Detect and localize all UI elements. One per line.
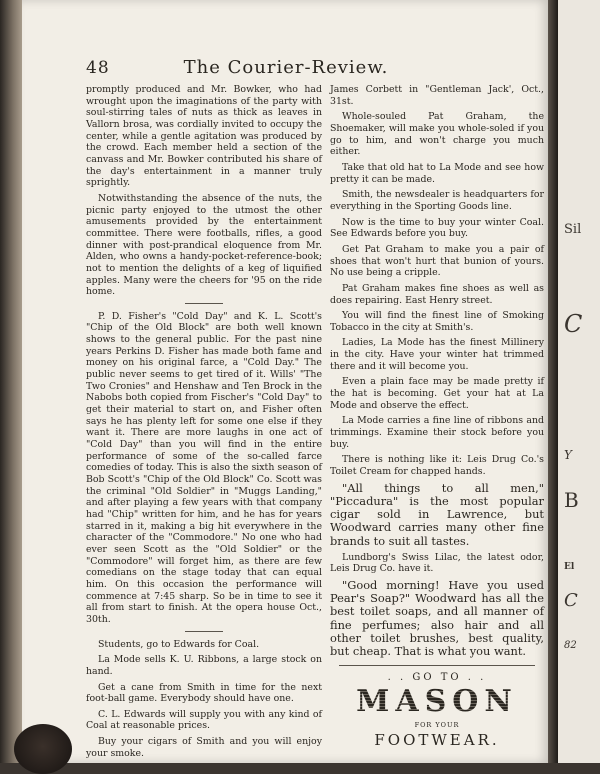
page-gutter bbox=[548, 0, 558, 763]
page-number: 48 bbox=[86, 58, 110, 78]
adjacent-page-fragment: C bbox=[564, 590, 578, 611]
adjacent-page-fragment: 82 bbox=[564, 640, 577, 651]
ad-for-your: FOR YOUR bbox=[414, 720, 460, 729]
right-column bbox=[330, 84, 544, 749]
paragraph: La Mode sells K. U. Ribbons, a large stock on hand. bbox=[86, 654, 322, 677]
paragraph: Get a cane from Smith in time for the next foot-ball game. Everybody should have one. bbox=[86, 681, 322, 705]
paragraph: Buy your cigars of Smith and you will enjoy your smoke. bbox=[86, 736, 322, 759]
paragraph: Pat Graham makes fine shoes as well as does repairing. East Henry street. bbox=[330, 282, 544, 306]
adjacent-page-fragment: Y bbox=[564, 448, 572, 462]
running-title: The Courier-Review. bbox=[183, 57, 389, 78]
paragraph: Smith, the newsdealer is headquarters for everything in the Sporting Goods line. bbox=[330, 189, 544, 212]
paragraph: Ladies, La Mode has the finest Millinery in the city. Have your winter hat trimmed there and it will become you. bbox=[330, 337, 544, 372]
book-spine-edge bbox=[0, 0, 22, 763]
ad-footwear: FOOTWEAR. bbox=[374, 730, 500, 749]
paragraph: La Mode carries a fine line of ribbons and trimmings. Examine their stock before you buy. bbox=[330, 415, 544, 450]
paragraph: C. L. Edwards will supply you with any kind of Coal at reasonable prices. bbox=[86, 708, 322, 732]
mason-advertisement bbox=[330, 672, 544, 749]
adjacent-page-fragment: B bbox=[564, 488, 579, 512]
paragraph: Notwithstanding the absence of the nuts, the picnic party enjoyed to the utmost the other amusements provided by the entertainment committee. There were footballs, rifles, a good dinner with post-prandical eloquence from Mr. Alden, who owns a handy-pocket-reference-book; not to mention the delights of a keg of liquified apples. Many were the cheers for '95 on the ride home. bbox=[86, 192, 322, 298]
paragraph: Get Pat Graham to make you a pair of shoes that won't hurt that bunion of yours. No use being a cripple. bbox=[330, 243, 544, 279]
paragraph: Lundborg's Swiss Lilac, the latest odor, Leis Drug Co. have it. bbox=[330, 551, 544, 575]
paragraph-large: "All things to all men," "Piccadura" is the most popular cigar sold in Lawrence, but Woodward carries many other fine brands to suit all tastes. bbox=[330, 480, 544, 548]
paragraph: Take that old hat to La Mode and see how pretty it can be made. bbox=[330, 161, 544, 185]
paragraph: Students, go to Edwards for Coal. bbox=[98, 638, 260, 650]
left-column bbox=[86, 84, 322, 763]
paragraph: Now is the time to buy your winter Coal. See Edwards before you buy. bbox=[330, 216, 544, 240]
ad-go-to: . . GO TO . . bbox=[387, 672, 487, 684]
divider bbox=[185, 631, 223, 632]
divider bbox=[185, 303, 223, 304]
paragraph: Whole-souled Pat Graham, the Shoemaker, will make you whole-soled if you go to him, and won't charge you much either. bbox=[330, 111, 544, 158]
paragraph-large: "Good morning! Have you used Pear's Soap?" Woodward has all the best toilet soaps, and all manner of fine perfumes; also hair and all other toilet brushes, best quality, but cheap. That is what you want. bbox=[330, 578, 544, 659]
paragraph: James Corbett in "Gentleman Jack', Oct., 31st. bbox=[330, 84, 544, 107]
scanner-thumb bbox=[14, 724, 72, 774]
paragraph: Even a plain face may be made pretty if the hat is becoming. Get your hat at La Mode and observe the effect. bbox=[330, 376, 544, 411]
divider bbox=[339, 665, 535, 666]
paragraph: P. D. Fisher's "Cold Day" and K. L. Scott's "Chip of the Old Block" are both well known shows to the general public. For the past nine years Perkins D. Fisher has made both fame and money on his original farce, a "Cold Day." The public never seems to get tired of it. Wills' "The Two Cronies" and Henshaw and Ten Brock in the Nabobs both copied from Fischer's "Cold Day" to get their material to start on, and Fisher often says he has plenty left for some one else if they want it. There are more laughs in one act of "Cold Day" than you will find in the entire performance of some of the so-called farce comedies of today. This is also the sixth season of Bob Scott's "Chip of the Old Block" Co. Scott was the criminal "Old Soldier" in "Muggs Landing," and after playing a few years with that company had "Chip" written for him, and he has for years starred in it, making a big hit everywhere in the character of the "Commodore." No one who had ever seen Scott as the "Old Soldier" or the "Commodore" will forget him, as there are few comedians on the stage today that can equal him. On this occasion the performance will commence at 7:45 sharp. So be in time to see it all from start to finish. At the opera house Oct., 30th. bbox=[86, 310, 322, 625]
adjacent-page-fragment: El bbox=[564, 562, 575, 572]
paragraph: promptly produced and Mr. Bowker, who had wrought upon the imaginations of the party with soul-stirring tales of nuts as thick as leaves in Vallorn brosa, was cordially invited to occupy the center, while a gentle agitation was produced by the crowd. Each member held a section of the canvass and Mr. Bowker contributed his share of the day's entertainment in a manner truly sprightly. bbox=[86, 84, 322, 189]
ad-mason-name: MASON bbox=[330, 686, 544, 718]
document-page bbox=[22, 0, 550, 763]
adjacent-page-fragment: Sil bbox=[564, 222, 582, 237]
paragraph: There is nothing like it: Leis Drug Co.'s Toilet Cream for chapped hands. bbox=[330, 454, 544, 478]
adjacent-page-fragment: C bbox=[564, 310, 583, 338]
paragraph: You will find the finest line of Smoking Tobacco in the city at Smith's. bbox=[330, 310, 544, 333]
adjacent-page bbox=[558, 0, 600, 763]
